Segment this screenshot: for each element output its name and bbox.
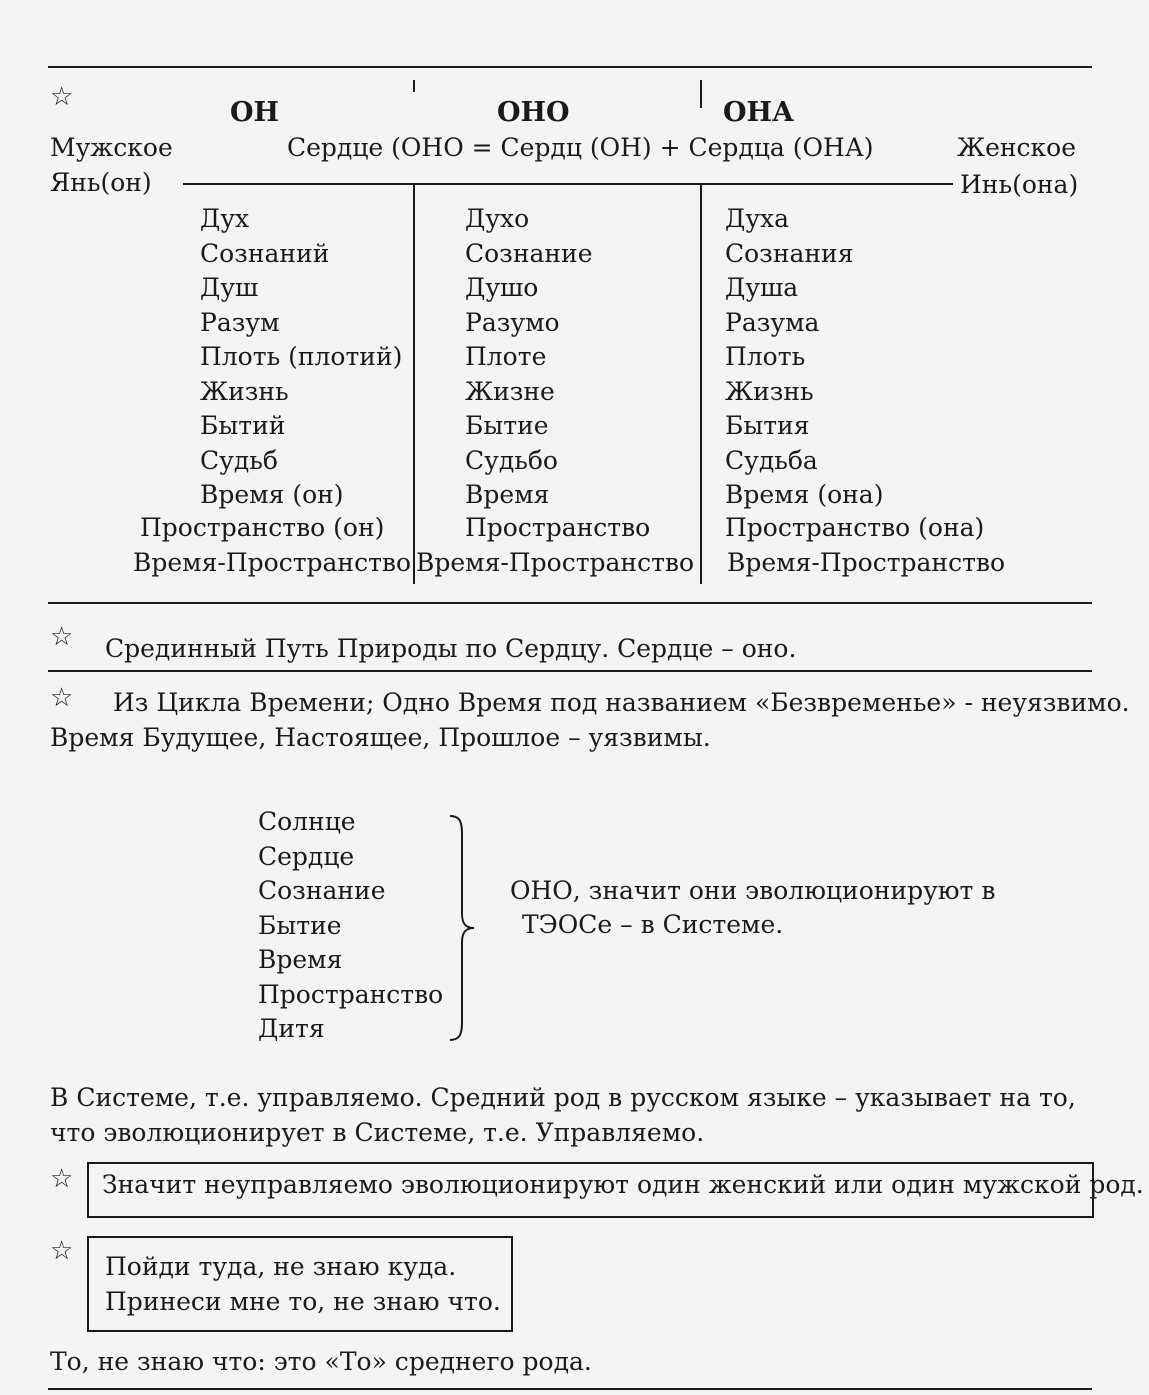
table-divider-1-body [413,184,415,584]
star-icon: ☆ [50,82,74,112]
timespace-on: Время-Пространство [133,548,412,577]
column-ona [725,202,883,513]
cell-ono: Душо [465,273,539,302]
system-text-line-1: В Системе, т.е. управляемо. Средний род в русском языке – указывает на то, [50,1083,1076,1112]
boxed-quote-line-2: Принеси мне то, не знаю что. [105,1287,501,1316]
cell-ona: Плоть [725,342,806,371]
table-top-rule [48,66,1092,68]
curly-brace-icon [448,814,476,1042]
cell-ona: Жизнь [725,376,814,406]
cycle-text-line-2: Время Будущее, Настоящее, Прошлое – уязвимы. [50,723,711,752]
cell-ona: Судьба [725,445,818,475]
word-list [258,805,443,1047]
space-ona: Пространство (она) [725,513,985,542]
left-label-male: Мужское [50,133,173,162]
column-ono [465,202,593,513]
cell-ona: Разума [725,307,820,337]
list-note-line-2: ТЭОСе – в Системе. [522,910,784,939]
left-label-yang: Янь(он) [50,168,152,197]
cell-ono: Время [465,480,550,509]
cell-ono: Судьбо [465,445,558,475]
cell-on: Разум [200,307,280,337]
cell-on: Душ [200,273,259,302]
table-bottom-rule [48,602,1092,604]
star-icon: ☆ [50,622,74,652]
star-icon: ☆ [50,1164,74,1194]
column-on [200,202,402,513]
cell-ona: Время (она) [725,480,884,509]
list-item: Солнце [258,807,356,836]
list-item: Время [258,945,343,974]
cell-on: Сознаний [200,238,330,268]
table-divider-2-body [700,184,702,584]
cell-ono: Сознание [465,238,593,268]
cell-ona: Сознания [725,238,854,268]
header-on: ОН [230,97,280,128]
list-note-line-1: ОНО, значит они эволюционируют в [510,876,996,905]
list-item: Бытие [258,910,342,940]
page-bottom-rule [48,1388,1092,1390]
boxed-statement-text: Значит неуправляемо эволюционируют один женский или один мужской род. [102,1170,1144,1199]
table-header-rule [183,183,953,185]
right-label-female: Женское [957,133,1077,162]
section-rule [48,670,1092,672]
star-icon: ☆ [50,683,74,713]
cell-ono: Духо [465,204,530,233]
cell-ono: Жизне [465,376,555,406]
list-item: Дитя [258,1014,325,1043]
list-item: Сознание [258,876,386,905]
timespace-ona: Время-Пространство [727,548,1006,577]
cell-ono: Разумо [465,307,560,337]
cell-on: Жизнь [200,376,289,406]
space-on: Пространство (он) [140,513,385,542]
cell-on: Плоть (плотий) [200,342,403,371]
system-text-line-2: что эволюционирует в Системе, т.е. Управляемо. [50,1118,705,1147]
cell-ona: Душа [725,273,799,302]
list-item: Сердце [258,841,355,871]
cell-ono: Бытие [465,411,549,440]
header-ono: ОНО [497,97,570,128]
header-ona: ОНА [723,97,795,128]
table-divider-2 [700,80,702,108]
right-label-yin: Инь(она) [960,170,1079,199]
cell-on: Судьб [200,445,278,475]
center-formula: Сердце (ОНО = Сердц (ОН) + Сердца (ОНА) [287,133,874,162]
cell-ono: Плоте [465,342,547,371]
middle-path-text: Срединный Путь Природы по Сердцу. Сердце – оно. [105,634,797,663]
cell-on: Бытий [200,411,286,440]
boxed-quote-line-1: Пойди туда, не знаю куда. [105,1252,457,1281]
star-icon: ☆ [50,1236,74,1266]
space-ono: Пространство [465,513,651,542]
final-text: То, не знаю что: это «То» среднего рода. [50,1347,592,1376]
timespace-ono: Время-Пространство [416,548,695,577]
quote-box [87,1236,513,1332]
cell-ona: Духа [725,204,790,233]
cycle-text-line-1: Из Цикла Времени; Одно Время под названием «Безвременье» - неуязвимо. [113,688,1130,717]
list-item: Пространство [258,979,444,1009]
table-divider-1 [413,80,415,92]
cell-on: Время (он) [200,480,344,509]
cell-ona: Бытия [725,411,810,440]
cell-on: Дух [200,204,250,233]
